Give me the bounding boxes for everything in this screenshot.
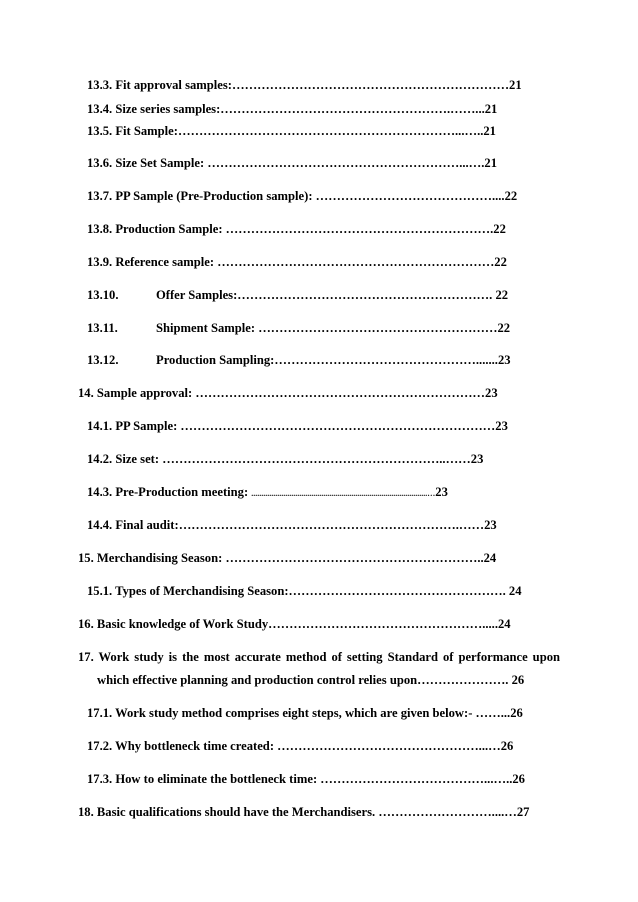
toc-entry-13-7[interactable] xyxy=(87,188,517,204)
toc-title: Offer Samples: xyxy=(156,288,238,302)
toc-entry-14[interactable] xyxy=(78,385,498,401)
toc-title: Size series samples: xyxy=(115,102,221,116)
toc-entry-17-1[interactable] xyxy=(87,705,523,721)
toc-page: 21 xyxy=(509,78,522,92)
toc-number: 13.12. xyxy=(87,353,119,367)
toc-page: 23 xyxy=(484,518,497,532)
toc-title-line1: Work study is the most accurate method of setting Standard of performance upon xyxy=(98,650,560,664)
toc-page: 23 xyxy=(485,386,498,400)
toc-title: Sample approval: xyxy=(96,386,193,400)
toc-leader: ........................................................................................… xyxy=(251,489,436,498)
toc-leader: ………………………………………………………. xyxy=(225,222,494,236)
toc-entry-13-3[interactable] xyxy=(87,77,522,93)
toc-page: 27 xyxy=(516,805,530,819)
toc-entry-13-5[interactable] xyxy=(87,123,496,139)
toc-number: 14.4. xyxy=(87,518,113,532)
toc-number: 15. xyxy=(78,551,94,565)
toc-title: Why bottleneck time created: xyxy=(115,739,275,753)
toc-number: 13.3. xyxy=(87,78,113,92)
toc-title: Size Set Sample: xyxy=(115,156,205,170)
toc-leader: ……………………………………………………. xyxy=(237,288,496,302)
toc-entry-17-3[interactable] xyxy=(87,771,525,787)
toc-leader: ……………………………………………….……... xyxy=(220,102,485,116)
toc-number: 17.2. xyxy=(87,739,113,753)
toc-page: 22 xyxy=(495,288,509,302)
toc-title: Size set: xyxy=(115,452,160,466)
toc-entry-14-4[interactable] xyxy=(87,517,497,533)
toc-number: 14. xyxy=(78,386,94,400)
toc-number: 13.10. xyxy=(87,288,119,302)
toc-title: Basic qualifications should have the Merchandisers. xyxy=(96,805,376,819)
toc-leader: …………………………………….... xyxy=(315,189,505,203)
toc-page: 22 xyxy=(497,321,511,335)
toc-page: 21 xyxy=(484,156,498,170)
toc-entry-14-2[interactable] xyxy=(87,451,483,467)
toc-leader: ………………………………………………………… xyxy=(231,78,510,92)
toc-entry-15-1[interactable] xyxy=(87,583,522,599)
toc-title: Shipment Sample: xyxy=(156,321,256,335)
toc-entry-13-11[interactable] xyxy=(87,320,510,336)
toc-leader: …………………………………………...… xyxy=(274,739,501,753)
toc-leader: …………………. xyxy=(417,673,512,687)
toc-page: 22 xyxy=(493,222,506,236)
toc-leader: ……... xyxy=(472,706,511,720)
toc-title: Production Sampling: xyxy=(156,353,275,367)
toc-page: 22 xyxy=(494,255,507,269)
toc-leader: ………………………………………………………… xyxy=(217,255,495,269)
toc-number: 13.8. xyxy=(87,222,113,236)
toc-page: 24 xyxy=(483,551,497,565)
toc-page: 22 xyxy=(504,189,518,203)
toc-title: Merchandising Season: xyxy=(96,551,223,565)
toc-entry-13-8[interactable] xyxy=(87,221,506,237)
toc-number: 17.3. xyxy=(87,772,113,786)
toc-page: 23 xyxy=(497,353,511,367)
toc-leader: …………………………………………....... xyxy=(274,353,498,367)
toc-number: 18. xyxy=(78,805,94,819)
toc-title: Basic knowledge of Work Study xyxy=(96,617,269,631)
toc-number: 14.2. xyxy=(87,452,113,466)
toc-title: Reference sample: xyxy=(115,255,215,269)
toc-title: Pre-Production meeting: xyxy=(115,485,249,499)
toc-page: 24 xyxy=(497,617,511,631)
toc-page: 26 xyxy=(510,706,523,720)
toc-title: Fit approval samples: xyxy=(115,78,232,92)
toc-title: PP Sample: xyxy=(115,419,178,433)
toc-leader: ……………………………………………..... xyxy=(268,617,498,631)
toc-number: 17. xyxy=(78,650,94,664)
toc-number: 14.1. xyxy=(87,419,113,433)
toc-title: PP Sample (Pre-Production sample): xyxy=(115,189,313,203)
toc-title-line2: which effective planning and production control relies upon xyxy=(97,673,418,687)
toc-number: 13.4. xyxy=(87,102,113,116)
toc-title: How to eliminate the bottleneck time: xyxy=(115,772,318,786)
toc-leader: ……………………………………………. xyxy=(288,584,509,598)
toc-page: 21 xyxy=(483,124,496,138)
toc-page: 23 xyxy=(470,452,484,466)
toc-entry-17-2[interactable] xyxy=(87,738,513,754)
toc-entry-18[interactable] xyxy=(78,804,529,820)
toc-entry-13-4[interactable] xyxy=(87,101,497,117)
toc-title: Fit Sample: xyxy=(115,124,178,138)
toc-page: 21 xyxy=(484,102,498,116)
toc-page: 26 xyxy=(512,772,525,786)
toc-entry-13-9[interactable] xyxy=(87,254,507,270)
toc-number: 13.9. xyxy=(87,255,113,269)
toc-leader: ……………………………………………………...…. xyxy=(207,156,485,170)
toc-leader: …………………………………………………………… xyxy=(195,386,486,400)
toc-number: 14.3. xyxy=(87,485,113,499)
toc-title: Production Sample: xyxy=(115,222,223,236)
toc-number: 13.7. xyxy=(87,189,113,203)
toc-leader: ………………………………………………………………… xyxy=(180,419,496,433)
toc-entry-15[interactable] xyxy=(78,550,496,566)
toc-page: 26 xyxy=(511,673,525,687)
toc-entry-13-6[interactable] xyxy=(87,155,497,171)
toc-number: 13.11. xyxy=(87,321,118,335)
toc-title: Work study method comprises eight steps, which are given below:- xyxy=(115,706,473,720)
toc-number: 13.5. xyxy=(87,124,113,138)
toc-entry-14-1[interactable] xyxy=(87,418,508,434)
toc-number: 16. xyxy=(78,617,94,631)
toc-page: 24 xyxy=(508,584,522,598)
toc-leader: …………………………………………………………...….. xyxy=(177,124,484,138)
toc-leader: …………………………………………………….. xyxy=(225,551,484,565)
toc-leader: …………………………………………………………..…… xyxy=(162,452,471,466)
toc-title: Types of Merchandising Season: xyxy=(115,584,289,598)
toc-entry-16[interactable] xyxy=(78,616,511,632)
toc-number: 17.1. xyxy=(87,706,113,720)
toc-entry-14-3[interactable] xyxy=(87,484,448,502)
toc-entry-17-line2 xyxy=(97,672,524,688)
toc-title: Final audit: xyxy=(115,518,179,532)
toc-page: 23 xyxy=(435,485,448,499)
toc-page: 23 xyxy=(495,419,508,433)
toc-leader: ………………………………………………………….…… xyxy=(178,518,485,532)
toc-leader: …………………………………...….. xyxy=(317,772,513,786)
toc-page: 26 xyxy=(500,739,514,753)
toc-leader: ………………………………………………… xyxy=(258,321,498,335)
toc-entry-17-line1 xyxy=(78,649,560,665)
toc-entry-13-10[interactable] xyxy=(87,287,508,303)
toc-entry-13-12[interactable] xyxy=(87,352,511,368)
toc-number: 15.1. xyxy=(87,584,113,598)
toc-leader: ………………………....… xyxy=(375,805,517,819)
toc-number: 13.6. xyxy=(87,156,113,170)
